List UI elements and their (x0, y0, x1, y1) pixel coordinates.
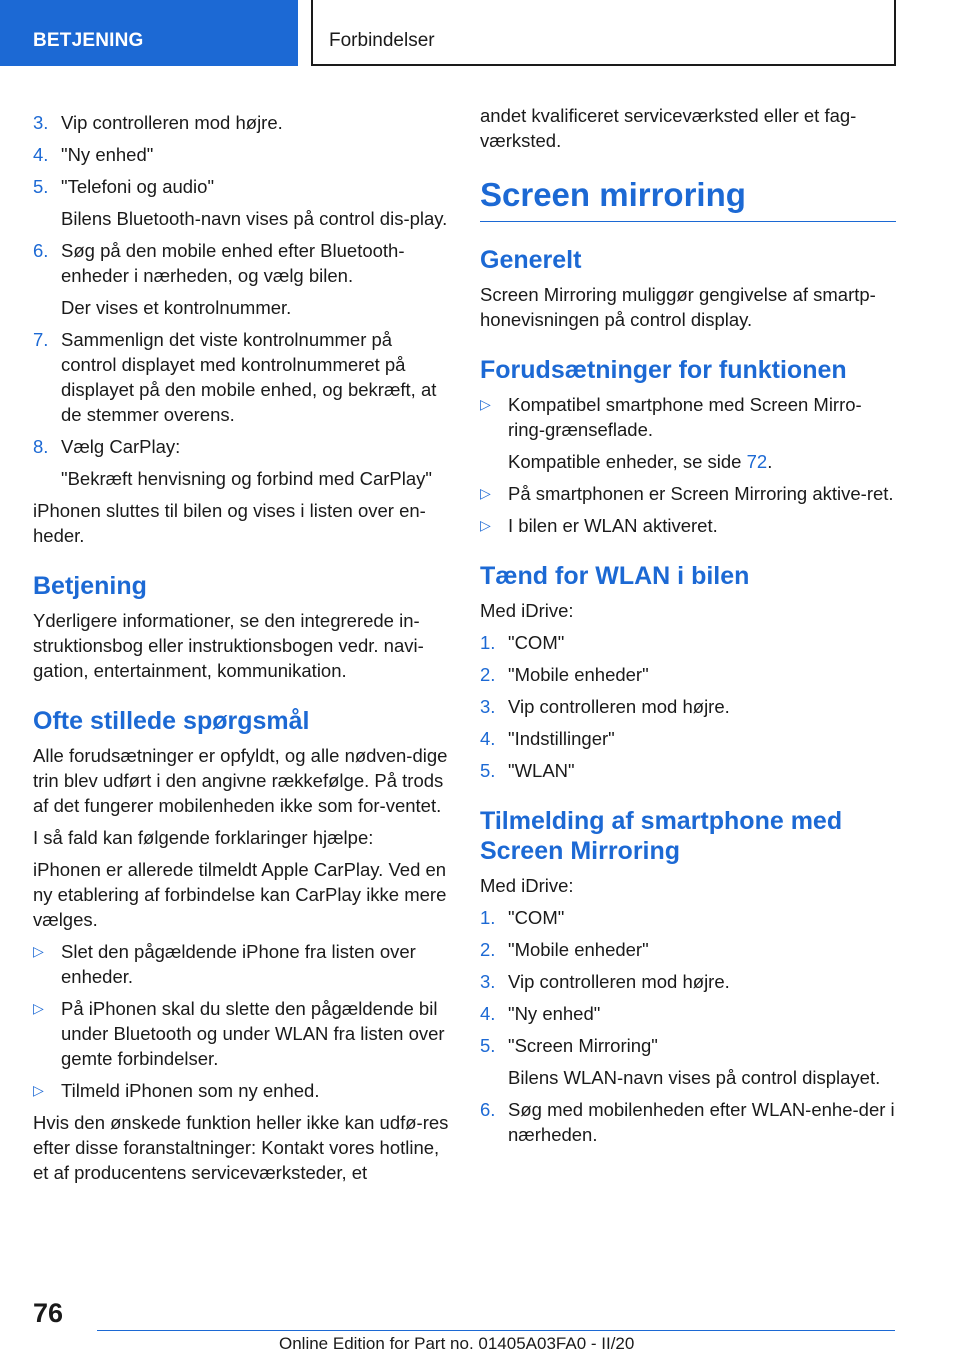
step-number: 7. (33, 329, 49, 350)
step-number: 4. (480, 728, 496, 749)
step-note: Der vises et kontrolnummer. (61, 297, 292, 318)
list-item (480, 969, 896, 994)
step-text: "Mobile enheder" (508, 664, 649, 685)
step-number: 3. (33, 112, 49, 133)
step-number: 6. (480, 1099, 496, 1120)
paragraph: andet kvalificeret serviceværksted eller et fag-værksted. (480, 105, 857, 151)
step-text: "Telefoni og audio" (61, 176, 215, 197)
paragraph: Yderligere informationer, se den integrerede in-struktionsbog eller instruktionsbogen vedr. navi-gation, entertainment, kommunikation. (33, 610, 424, 681)
step-text: Vip controlleren mod højre. (61, 112, 283, 133)
step-text: "Mobile enheder" (508, 939, 649, 960)
paragraph: Screen Mirroring muliggør gengivelse af smartp-honevisningen på control display. (480, 284, 876, 330)
step-number: 4. (480, 1003, 496, 1024)
paragraph: Alle forudsætninger er opfyldt, og alle nødven-dige trin blev udført i den angivne rækkefølge. På trods af det fungerer mobilenheden ikke som for-ventet. (33, 745, 448, 816)
footer-edition: Online Edition for Part no. 01405A03FA0 - II/20 (279, 1334, 635, 1353)
step-text: Vælg CarPlay: (61, 436, 181, 457)
step-text: "Screen Mirroring" (508, 1035, 658, 1056)
section-heading-generelt: Generelt (480, 246, 582, 274)
step-text: Vip controlleren mod højre. (508, 696, 730, 717)
step-note: Bilens WLAN-navn vises på control displayet. (508, 1067, 881, 1088)
step-text: Søg på den mobile enhed efter Bluetooth-enheder i nærheden, og vælg bilen. (61, 240, 405, 286)
bullet-text: Slet den pågældende iPhone fra listen over enheder. (61, 941, 416, 987)
step-number: 2. (480, 664, 496, 685)
list-item (33, 238, 451, 288)
paragraph: Hvis den ønskede funktion heller ikke kan udfø-res efter disse foranstaltninger: Kontakt vores hotline, et af producentens serviceværksteder, et (33, 1112, 449, 1183)
step-text: "WLAN" (508, 760, 575, 781)
paragraph: iPhonen er allerede tilmeldt Apple CarPlay. Ved en ny etablering af forbindelse kan CarPlay ikke mere vælges. (33, 859, 447, 930)
list-item (480, 694, 896, 719)
page-link[interactable]: 72 (746, 451, 768, 472)
step-number: 1. (480, 907, 496, 928)
step-text: Sammenlign det viste kontrolnummer på control displayet med kontrolnummeret på displayet på den mobile enhed, og bekræft, at de stemmer overens. (61, 329, 437, 425)
list-item (33, 939, 451, 989)
list-item (480, 662, 896, 687)
paragraph: Med iDrive: (480, 875, 574, 896)
list-item (33, 110, 451, 135)
note-text: . (767, 451, 773, 472)
header-chapter (311, 0, 896, 66)
triangle-right-icon: ▷ (33, 1082, 44, 1098)
step-number: 1. (480, 632, 496, 653)
triangle-right-icon: ▷ (480, 517, 491, 533)
bullet-text: Tilmeld iPhonen som ny enhed. (61, 1080, 320, 1101)
list-item (480, 630, 896, 655)
triangle-right-icon: ▷ (480, 485, 491, 501)
step-number: 3. (480, 971, 496, 992)
bullet-text: Kompatibel smartphone med Screen Mirro-ring-grænseflade. (508, 394, 862, 440)
section-heading-betjening: Betjening (33, 572, 147, 600)
list-item (480, 513, 896, 538)
triangle-right-icon: ▷ (33, 1000, 44, 1016)
footer-divider (97, 1330, 895, 1331)
step-text: "Ny enhed" (508, 1003, 601, 1024)
step-number: 5. (480, 760, 496, 781)
paragraph: I så fald kan følgende forklaringer hjælpe: (33, 827, 374, 848)
list-item (480, 1033, 896, 1058)
list-item (33, 1078, 451, 1103)
list-item (33, 327, 451, 427)
step-number: 5. (480, 1035, 496, 1056)
bullet-text: I bilen er WLAN aktiveret. (508, 515, 718, 536)
header-section (0, 0, 298, 66)
list-item (480, 481, 896, 506)
header-section-label: BETJENING (33, 30, 144, 51)
step-number: 4. (33, 144, 49, 165)
list-item (480, 937, 896, 962)
step-number: 8. (33, 436, 49, 457)
step-text: "Indstillinger" (508, 728, 615, 749)
section-heading-prerequisites: Forudsætninger for funktionen (480, 356, 847, 384)
list-item (33, 174, 451, 199)
list-item (480, 1001, 896, 1026)
paragraph: iPhonen sluttes til bilen og vises i listen over en-heder. (33, 500, 426, 546)
left-column (33, 103, 451, 1192)
step-text: "COM" (508, 907, 565, 928)
list-item (480, 726, 896, 751)
list-item (33, 434, 451, 459)
bullet-text: På iPhonen skal du slette den pågældende bil under Bluetooth og under WLAN fra listen over gemte forbindelser. (61, 998, 445, 1069)
paragraph: Med iDrive: (480, 600, 574, 621)
right-column (480, 103, 896, 1154)
triangle-right-icon: ▷ (480, 396, 491, 412)
step-text: Vip controlleren mod højre. (508, 971, 730, 992)
list-item (33, 996, 451, 1071)
list-item (480, 1097, 896, 1147)
step-number: 3. (480, 696, 496, 717)
step-text: Søg med mobilenheden efter WLAN-enhe-der i nærheden. (508, 1099, 895, 1145)
section-heading-registration: Tilmelding af smartphone med Screen Mirroring (480, 807, 843, 865)
list-item (480, 758, 896, 783)
step-text: "COM" (508, 632, 565, 653)
section-heading-faq: Ofte stillede spørgsmål (33, 707, 310, 735)
step-number: 6. (33, 240, 49, 261)
list-item (480, 392, 896, 442)
header-chapter-label: Forbindelser (329, 30, 435, 51)
step-number: 5. (33, 176, 49, 197)
section-heading-wlan: Tænd for WLAN i bilen (480, 562, 750, 590)
main-heading: Screen mirroring (480, 175, 896, 222)
triangle-right-icon: ▷ (33, 943, 44, 959)
step-note: "Bekræft henvisning og forbind med CarPlay" (61, 468, 432, 489)
step-note: Bilens Bluetooth-navn vises på control dis-play. (61, 208, 448, 229)
step-text: "Ny enhed" (61, 144, 154, 165)
bullet-note (480, 449, 896, 474)
list-item (33, 142, 451, 167)
list-item (480, 905, 896, 930)
step-number: 2. (480, 939, 496, 960)
note-text: Kompatible enheder, se side (508, 451, 747, 472)
bullet-text: På smartphonen er Screen Mirroring aktive-ret. (508, 483, 894, 504)
page-number: 76 (33, 1298, 64, 1328)
